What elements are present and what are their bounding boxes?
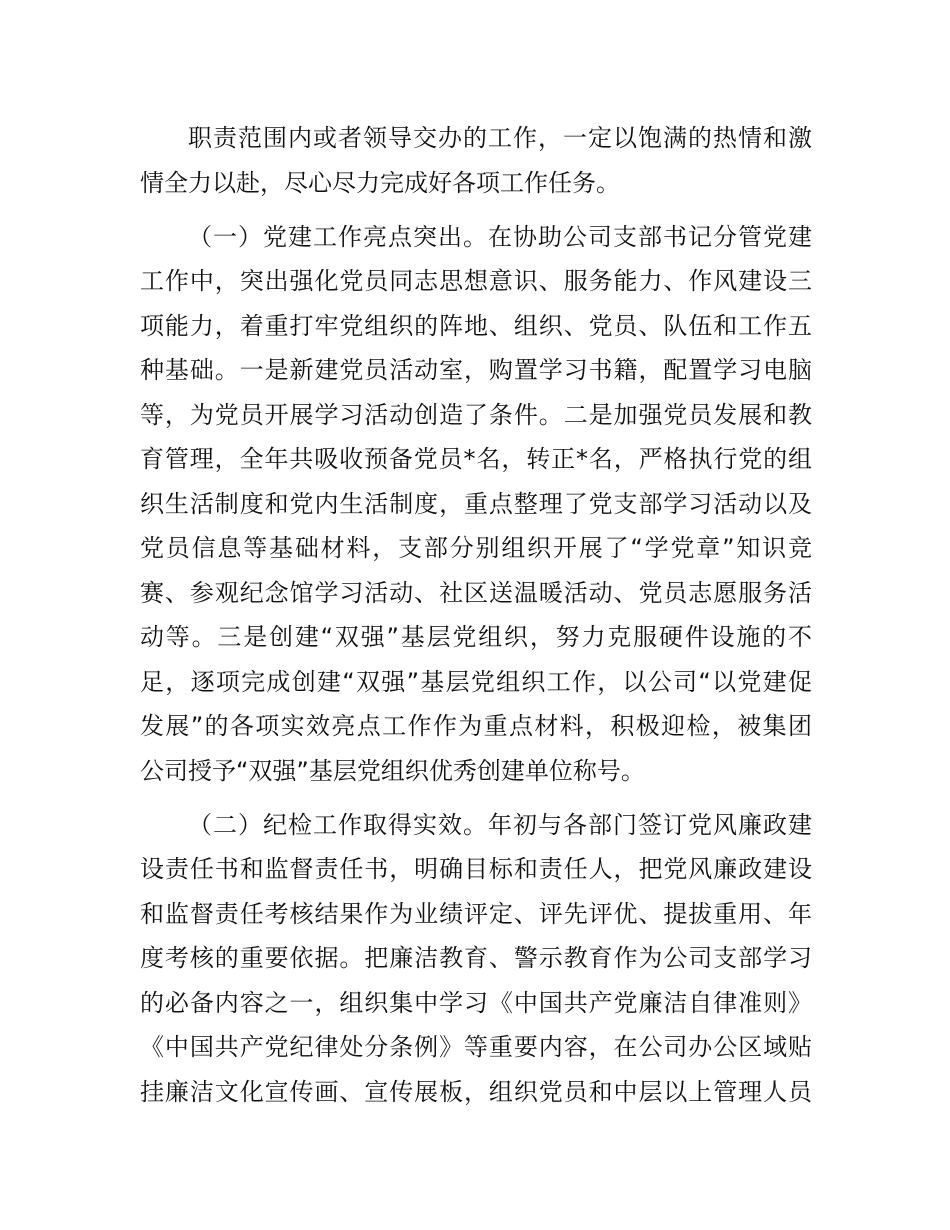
text-line: 等，为党员开展学习活动创造了条件。二是加强党员发展和教 bbox=[140, 400, 812, 429]
document-page bbox=[140, 116, 812, 1124]
text-line: 公司授予“双强”基层党组织优秀创建单位称号。 bbox=[140, 756, 645, 785]
text-line: 设责任书和监督责任书，明确目标和责任人，把党风廉政建设 bbox=[140, 855, 812, 883]
text-line: （二）纪检工作取得实效。年初与各部门签订党风廉政建 bbox=[188, 810, 812, 839]
text-line: 发展”的各项实效亮点工作作为重点材料，积极迎检，被集团 bbox=[140, 712, 812, 740]
text-line: 育管理，全年共吸收预备党员*名，转正*名，严格执行党的组 bbox=[140, 445, 812, 473]
text-line: 度考核的重要依据。把廉洁教育、警示教育作为公司支部学习 bbox=[140, 944, 812, 972]
text-line: 种基础。一是新建党员活动室，购置学习书籍，配置学习电脑 bbox=[140, 356, 812, 384]
text-line: 项能力，着重打牢党组织的阵地、组织、党员、队伍和工作五 bbox=[140, 311, 812, 340]
text-line: 足，逐项完成创建“双强”基层党组织工作，以公司“以党建促 bbox=[140, 667, 812, 696]
paragraph bbox=[140, 215, 812, 794]
paragraph bbox=[140, 803, 812, 1115]
text-line: 动等。三是创建“双强”基层党组织，努力克服硬件设施的不 bbox=[140, 623, 812, 651]
text-line: 情全力以赴，尽心尽力完成好各项工作任务。 bbox=[140, 168, 620, 197]
text-line: 《中国共产党纪律处分条例》等重要内容，在公司办公区域贴 bbox=[140, 1033, 812, 1061]
text-line: 赛、参观纪念馆学习活动、社区送温暖活动、党员志愿服务活 bbox=[140, 578, 812, 607]
text-line: 织生活制度和党内生活制度，重点整理了党支部学习活动以及 bbox=[140, 489, 812, 518]
text-line: 和监督责任考核结果作为业绩评定、评先评优、提拔重用、年 bbox=[140, 899, 812, 928]
paragraph bbox=[140, 116, 812, 205]
text-line: 挂廉洁文化宣传画、宣传展板，组织党员和中层以上管理人员 bbox=[140, 1077, 812, 1106]
text-line: 党员信息等基础材料，支部分别组织开展了“学党章”知识竞 bbox=[140, 534, 812, 562]
text-line: 工作中，突出强化党员同志思想意识、服务能力、作风建设三 bbox=[140, 267, 812, 295]
text-line: （一）党建工作亮点突出。在协助公司支部书记分管党建 bbox=[188, 222, 812, 251]
text-line: 职责范围内或者领导交办的工作，一定以饱满的热情和激 bbox=[188, 124, 812, 152]
text-line: 的必备内容之一，组织集中学习《中国共产党廉洁自律准则》 bbox=[140, 988, 812, 1017]
